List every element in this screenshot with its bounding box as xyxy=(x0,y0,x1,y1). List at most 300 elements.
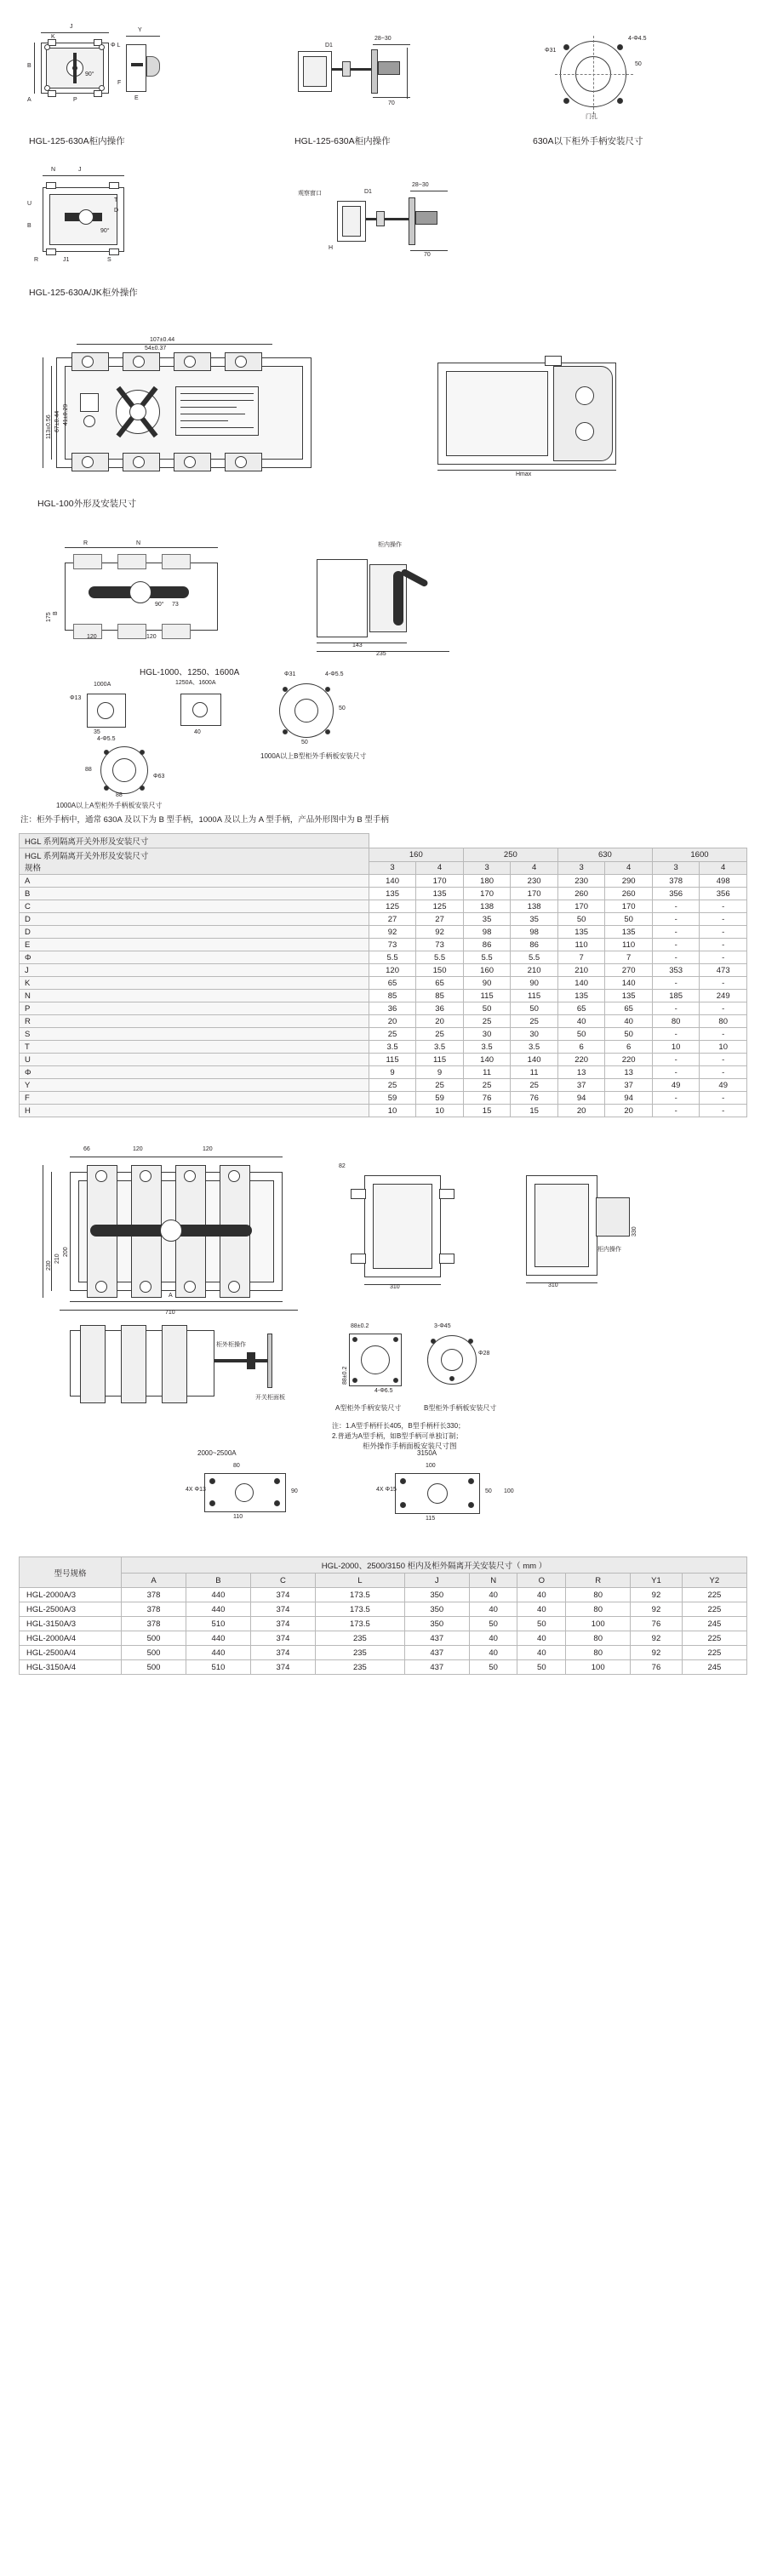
table1-title: HGL 系列隔离开关外形及安装尺寸 xyxy=(20,834,369,848)
table1-cell: 50 xyxy=(605,913,653,926)
table-row xyxy=(20,1092,747,1105)
table2-cell: 173.5 xyxy=(315,1602,404,1617)
dim-t: T xyxy=(114,197,118,203)
table1-cell: 3.5 xyxy=(369,1041,416,1054)
table2-model: HGL-2000A/4 xyxy=(20,1631,122,1646)
dim-u: U xyxy=(27,201,32,207)
table1-cell: 98 xyxy=(511,926,558,939)
table1-cell: 40 xyxy=(605,1015,653,1028)
table1-cell: 140 xyxy=(605,977,653,990)
dim-a: A xyxy=(27,97,31,103)
table1-cell: 13 xyxy=(557,1066,605,1079)
table1-cell: 35 xyxy=(511,913,558,926)
table1-cell: 170 xyxy=(605,900,653,913)
table1-cell: 125 xyxy=(369,900,416,913)
table2-cell: 80 xyxy=(566,1588,631,1602)
dim-n: N xyxy=(51,167,56,173)
table1-cell: - xyxy=(652,951,700,964)
table2-cell: 437 xyxy=(404,1646,469,1660)
figure-2000-side-2 xyxy=(495,1155,666,1308)
table1-cell: 115 xyxy=(369,1054,416,1066)
dim-phi31b: Φ31 xyxy=(284,671,296,677)
table1-cell: 138 xyxy=(463,900,511,913)
dim-d: D xyxy=(114,208,119,214)
dim-j: J xyxy=(78,167,82,173)
label-1000a: 1000A xyxy=(94,682,111,688)
table1-row-key: B xyxy=(20,888,369,900)
table2-cell: 100 xyxy=(566,1660,631,1675)
table1-cell: - xyxy=(700,977,747,990)
table1-cell: - xyxy=(652,1092,700,1105)
figure-hgl125-630-jk-side xyxy=(291,179,495,272)
dim-f: F xyxy=(117,80,122,86)
table1-cell: 110 xyxy=(557,939,605,951)
table1-group-160: 160 xyxy=(369,848,463,862)
table1-row-key: T xyxy=(20,1041,369,1054)
table2-cell: 100 xyxy=(566,1617,631,1631)
table1-cell: 15 xyxy=(463,1105,511,1117)
table1-cell: 230 xyxy=(557,875,605,888)
table1-row-key: N xyxy=(20,990,369,1002)
dim-210: 210 xyxy=(54,1254,60,1264)
table1-cell: 25 xyxy=(369,1079,416,1092)
table2-cell: 245 xyxy=(682,1617,746,1631)
table1-row-key: Y xyxy=(20,1079,369,1092)
table1-cell: 90 xyxy=(463,977,511,990)
table1-cell: 210 xyxy=(511,964,558,977)
table2-cell: 40 xyxy=(469,1588,517,1602)
table1-cell: 140 xyxy=(369,875,416,888)
table1-cell: 170 xyxy=(511,888,558,900)
table2-cell: 40 xyxy=(469,1631,517,1646)
table1-row-key: P xyxy=(20,1002,369,1015)
table1-cell: 6 xyxy=(605,1041,653,1054)
dim-90p: 90 xyxy=(291,1488,298,1494)
table2-cell: 374 xyxy=(250,1631,315,1646)
table2-cell: 40 xyxy=(517,1602,566,1617)
note-plate-b: 1000A以上B型柜外手柄板安装尺寸 xyxy=(260,752,367,760)
table1-cell: - xyxy=(652,1002,700,1015)
table1-cell: 13 xyxy=(605,1066,653,1079)
dim-3phi45: 3-Φ45 xyxy=(434,1323,451,1329)
table1-row-key: Φ xyxy=(20,951,369,964)
table2-col-O: O xyxy=(517,1574,566,1588)
table1-cell: 10 xyxy=(416,1105,464,1117)
dim-e: E xyxy=(134,95,139,101)
table1-group-250: 250 xyxy=(463,848,557,862)
table2-cell: 235 xyxy=(315,1646,404,1660)
dim-p: P xyxy=(73,97,77,103)
table-row xyxy=(20,1660,747,1675)
table2-cell: 374 xyxy=(250,1617,315,1631)
figure-hgl100-front xyxy=(34,337,374,486)
table1-cell: 249 xyxy=(700,990,747,1002)
table1-pole: 3 xyxy=(652,861,700,875)
table1-cell: 59 xyxy=(369,1092,416,1105)
table1-cell: 65 xyxy=(369,977,416,990)
table2-cell: 500 xyxy=(122,1646,186,1660)
table-row xyxy=(20,888,747,900)
dim-107: 107±0.44 xyxy=(150,337,175,343)
table1-cell: 65 xyxy=(416,977,464,990)
table1-cell: - xyxy=(700,1092,747,1105)
table1-cell: 473 xyxy=(700,964,747,977)
dim-310a: 310 xyxy=(390,1284,400,1290)
table2-cell: 92 xyxy=(631,1631,683,1646)
table1-cell: 140 xyxy=(511,1054,558,1066)
dim-b6: B xyxy=(53,611,59,615)
table1-cell: 3.5 xyxy=(511,1041,558,1054)
label-inside-op: 柜内操作 xyxy=(378,542,402,548)
table1-cell: - xyxy=(700,1054,747,1066)
table1-cell: - xyxy=(652,926,700,939)
table1-cell: 37 xyxy=(605,1079,653,1092)
table1-cell: 85 xyxy=(416,990,464,1002)
table1-row-key: S xyxy=(20,1028,369,1041)
table1-cell: 115 xyxy=(463,990,511,1002)
dim-710: 710 xyxy=(165,1310,175,1316)
table2-model: HGL-2500A/4 xyxy=(20,1646,122,1660)
table2-cell: 80 xyxy=(566,1646,631,1660)
figure-2000-front xyxy=(39,1143,320,1316)
table1-cell: 160 xyxy=(463,964,511,977)
table2-cell: 76 xyxy=(631,1660,683,1675)
table1-cell: 220 xyxy=(605,1054,653,1066)
title-hole-a: A型柜外手柄安装尺寸 xyxy=(335,1404,402,1412)
table1-cell: 290 xyxy=(605,875,653,888)
table1-cell: - xyxy=(700,900,747,913)
caption-fig3: 630A以下柜外手柄安装尺寸 xyxy=(533,136,643,146)
dim-67: 67±0.44 xyxy=(54,410,60,432)
table1-cell: 86 xyxy=(463,939,511,951)
table1-cell: 378 xyxy=(652,875,700,888)
table1-cell: 10 xyxy=(700,1041,747,1054)
table2-cell: 40 xyxy=(517,1646,566,1660)
table1-cell: 135 xyxy=(605,990,653,1002)
table1-cell: 86 xyxy=(511,939,558,951)
table2-cell: 510 xyxy=(186,1617,250,1631)
figure-outside-cabinet xyxy=(39,1318,320,1412)
table1-cell: 40 xyxy=(557,1015,605,1028)
table-row xyxy=(20,1646,747,1660)
table1-cell: 5.5 xyxy=(416,951,464,964)
table1-cell: 115 xyxy=(416,1054,464,1066)
table-row xyxy=(20,1041,747,1054)
table2-cell: 235 xyxy=(315,1631,404,1646)
table2-first-col-header: 型号规格 xyxy=(20,1557,122,1588)
table1-row-key: Φ xyxy=(20,1066,369,1079)
table1-cell: - xyxy=(700,1105,747,1117)
table2-cell: 225 xyxy=(682,1631,746,1646)
table1-cell: 135 xyxy=(605,926,653,939)
figure-row-3 xyxy=(19,328,747,511)
table2-cell: 500 xyxy=(122,1660,186,1675)
table2-model: HGL-3150A/4 xyxy=(20,1660,122,1675)
table1-cell: - xyxy=(700,1028,747,1041)
table1-cell: 20 xyxy=(416,1015,464,1028)
table2-cell: 225 xyxy=(682,1646,746,1660)
dim-4x15: 4X Φ15 xyxy=(376,1487,397,1493)
dim-j1: J1 xyxy=(63,257,70,263)
dim-70: 70 xyxy=(388,100,395,106)
dim-110: 110 xyxy=(233,1514,243,1520)
table1-cell: - xyxy=(700,913,747,926)
table1-cell: 36 xyxy=(416,1002,464,1015)
dim-4-phi45: 4-Φ4.5 xyxy=(628,36,647,42)
figure-handle-plate-a xyxy=(82,736,218,796)
table1-cell: 11 xyxy=(463,1066,511,1079)
dim-phi31: Φ31 xyxy=(545,48,557,54)
dim-80: 80 xyxy=(233,1463,240,1469)
caption-fig4: HGL-125-630A/JK柜外操作 xyxy=(29,288,138,298)
dim-phi13: Φ13 xyxy=(70,695,82,701)
range-right: 3150A xyxy=(417,1449,437,1457)
table2-cell: 374 xyxy=(250,1588,315,1602)
caption-fig5: HGL-100外形及安装尺寸 xyxy=(37,499,137,509)
table2-col-A: A xyxy=(122,1574,186,1588)
dim-113: 113±0.56 xyxy=(46,414,52,439)
note-plate-a: 1000A以上A型柜外手柄板安装尺寸 xyxy=(56,802,163,809)
table1-title: HGL 系列隔离开关外形及安装尺寸 规格 xyxy=(20,848,369,875)
table1-cell: 270 xyxy=(605,964,653,977)
table1-cell: 3.5 xyxy=(416,1041,464,1054)
table-row xyxy=(20,1631,747,1646)
dim-200: 200 xyxy=(63,1247,69,1257)
label-1250-1600: 1250A、1600A xyxy=(175,680,216,686)
table1-cell: - xyxy=(652,1054,700,1066)
table1-row-key: C xyxy=(20,900,369,913)
dim-50c: 50 xyxy=(301,740,308,745)
dim-120t: 120 xyxy=(133,1146,143,1152)
table1-pole: 4 xyxy=(700,861,747,875)
table2-cell: 50 xyxy=(517,1660,566,1675)
table1-cell: 11 xyxy=(511,1066,558,1079)
table1-cell: 27 xyxy=(416,913,464,926)
table1-cell: 25 xyxy=(463,1015,511,1028)
figure-hgl125-630-inside-left xyxy=(26,19,187,121)
table1-cell: 180 xyxy=(463,875,511,888)
table-row xyxy=(20,951,747,964)
table2-cell: 378 xyxy=(122,1602,186,1617)
dim-angle: 90° xyxy=(85,71,94,77)
table1-cell: - xyxy=(700,1002,747,1015)
table2-col-L: L xyxy=(315,1574,404,1588)
table1-cell: - xyxy=(652,1105,700,1117)
table2-cell: 173.5 xyxy=(315,1617,404,1631)
dim-66: 66 xyxy=(83,1146,90,1152)
table2-cell: 76 xyxy=(631,1617,683,1631)
table2-col-J: J xyxy=(404,1574,469,1588)
table1-cell: 140 xyxy=(557,977,605,990)
table2-model: HGL-2000A/3 xyxy=(20,1588,122,1602)
table2-cell: 92 xyxy=(631,1588,683,1602)
dim-A7: A xyxy=(169,1293,173,1299)
table1-cell: 170 xyxy=(463,888,511,900)
table-row xyxy=(20,964,747,977)
table1-cell: 94 xyxy=(605,1092,653,1105)
table1-cell: 25 xyxy=(416,1079,464,1092)
table1-cell: - xyxy=(652,977,700,990)
dim-b: B xyxy=(27,223,31,229)
table1-cell: 20 xyxy=(369,1015,416,1028)
table2-model: HGL-3150A/3 xyxy=(20,1617,122,1631)
table1-cell: 7 xyxy=(557,951,605,964)
table2-wrapper xyxy=(19,1556,747,1675)
table2-cell: 50 xyxy=(469,1617,517,1631)
table1-cell: 49 xyxy=(652,1079,700,1092)
dim-2830b: 28~30 xyxy=(412,182,429,188)
dim-120t2: 120 xyxy=(203,1146,213,1152)
label-window: 观察窗口 xyxy=(298,191,322,197)
dim-phi63: Φ63 xyxy=(153,774,165,780)
table1-cell: 25 xyxy=(369,1028,416,1041)
table1-cell: 30 xyxy=(463,1028,511,1041)
table1-cell: 135 xyxy=(557,990,605,1002)
table-row xyxy=(20,990,747,1002)
table1-cell: 260 xyxy=(605,888,653,900)
dim-330: 330 xyxy=(632,1226,637,1237)
table1-cell: 9 xyxy=(416,1066,464,1079)
table1-row-key: A xyxy=(20,875,369,888)
table1-cell: 356 xyxy=(652,888,700,900)
table1-cell: 135 xyxy=(416,888,464,900)
figure-panel-right xyxy=(376,1459,546,1528)
table1-row-key: K xyxy=(20,977,369,990)
dim-4phi55: 4-Φ5.5 xyxy=(325,671,344,677)
table1-group-630: 630 xyxy=(557,848,652,862)
table1-pole: 3 xyxy=(557,861,605,875)
figure-row-4 xyxy=(19,535,747,809)
table2-cell: 40 xyxy=(469,1646,517,1660)
table2-cell: 437 xyxy=(404,1631,469,1646)
table1-cell: 36 xyxy=(369,1002,416,1015)
table1-cell: 80 xyxy=(700,1015,747,1028)
dim-d1b: D1 xyxy=(364,189,372,195)
table1-cell: 25 xyxy=(511,1079,558,1092)
table1-cell: 76 xyxy=(511,1092,558,1105)
table2-col-Y1: Y1 xyxy=(631,1574,683,1588)
table1-cell: 138 xyxy=(511,900,558,913)
table1-pole: 3 xyxy=(369,861,416,875)
table-row xyxy=(20,1015,747,1028)
dim-120a: 120 xyxy=(87,634,97,640)
table1-cell: 230 xyxy=(511,875,558,888)
table1-row-key: D xyxy=(20,926,369,939)
table1-cell: 94 xyxy=(557,1092,605,1105)
table-row xyxy=(20,913,747,926)
table1-cell: 210 xyxy=(557,964,605,977)
dim-r: R xyxy=(34,257,39,263)
dim-175: 175 xyxy=(46,612,52,622)
table2-col-B: B xyxy=(186,1574,250,1588)
dim-115: 115 xyxy=(426,1516,436,1522)
table1-row-key: E xyxy=(20,939,369,951)
table2-col-C: C xyxy=(250,1574,315,1588)
table1-cell: 140 xyxy=(463,1054,511,1066)
table1-cell: - xyxy=(652,1066,700,1079)
table1-cell: 30 xyxy=(511,1028,558,1041)
dim-4phi55a: 4-Φ5.5 xyxy=(97,736,116,742)
table1-cell: 7 xyxy=(605,951,653,964)
table1-cell: 115 xyxy=(511,990,558,1002)
figure-hgl1000-side xyxy=(300,540,521,660)
table2-cell: 374 xyxy=(250,1646,315,1660)
dim-88b: 88 xyxy=(116,792,123,798)
table2-col-N: N xyxy=(469,1574,517,1588)
dim-y: Y xyxy=(138,27,142,33)
dim-230: 230 xyxy=(46,1260,52,1271)
dim-54: 54±0.37 xyxy=(145,346,167,351)
dim-41: 41±0.29 xyxy=(63,403,69,426)
dim-100r2: 100 xyxy=(504,1488,514,1494)
table1-cell: 120 xyxy=(369,964,416,977)
table2-cell: 245 xyxy=(682,1660,746,1675)
table1-row-key: D xyxy=(20,913,369,926)
title-hole-b: B型柜外手柄板安装尺寸 xyxy=(424,1404,497,1412)
table1-cell: 9 xyxy=(369,1066,416,1079)
table1-pole: 4 xyxy=(605,861,653,875)
figure-hgl1000-front xyxy=(44,540,300,651)
table2-cell: 40 xyxy=(517,1588,566,1602)
table1-cell: 90 xyxy=(511,977,558,990)
table-row xyxy=(20,875,747,888)
dim-b: B xyxy=(27,63,31,69)
table2-cell: 92 xyxy=(631,1646,683,1660)
table2-cell: 225 xyxy=(682,1602,746,1617)
table1-cell: 498 xyxy=(700,875,747,888)
fig7-note-1: 注：1.A型手柄杆长405，B型手柄杆长330； xyxy=(332,1422,466,1430)
dim-50: 50 xyxy=(635,61,642,67)
table2-cell: 350 xyxy=(404,1617,469,1631)
table-row xyxy=(20,1105,747,1117)
table1-cell: 50 xyxy=(605,1028,653,1041)
dim-s: S xyxy=(107,257,111,263)
spec-table-1 xyxy=(19,833,747,1117)
figure-row-2 xyxy=(19,163,747,300)
table2-cell: 440 xyxy=(186,1631,250,1646)
table1-cell: - xyxy=(700,926,747,939)
table-row xyxy=(20,1002,747,1015)
table-row xyxy=(20,977,747,990)
table1-cell: 50 xyxy=(557,913,605,926)
dim-phi-l: Φ L xyxy=(111,43,121,49)
table2-cell: 50 xyxy=(517,1617,566,1631)
figure-2000-side xyxy=(334,1155,487,1308)
table1-cell: 5.5 xyxy=(511,951,558,964)
table-row xyxy=(20,939,747,951)
table1-cell: 50 xyxy=(463,1002,511,1015)
table1-cell: - xyxy=(700,1066,747,1079)
table1-cell: 76 xyxy=(463,1092,511,1105)
caption-fig1: HGL-125-630A柜内操作 xyxy=(29,136,125,146)
table1-cell: 80 xyxy=(652,1015,700,1028)
table1-cell: - xyxy=(652,900,700,913)
dim-h: H xyxy=(329,245,334,251)
dim-angle-90: 90° xyxy=(100,228,110,234)
table1-group-1600: 1600 xyxy=(652,848,746,862)
table2-cell: 378 xyxy=(122,1588,186,1602)
dim-100r: 100 xyxy=(426,1463,436,1469)
table-row xyxy=(20,1079,747,1092)
table1-cell: 150 xyxy=(416,964,464,977)
dim-70b: 70 xyxy=(424,252,431,258)
dim-40: 40 xyxy=(194,729,201,735)
table2-cell: 40 xyxy=(517,1631,566,1646)
dim-50r: 50 xyxy=(485,1488,492,1494)
dim-90deg: 90° xyxy=(155,602,164,608)
table2-cell: 378 xyxy=(122,1617,186,1631)
table1-cell: 356 xyxy=(700,888,747,900)
